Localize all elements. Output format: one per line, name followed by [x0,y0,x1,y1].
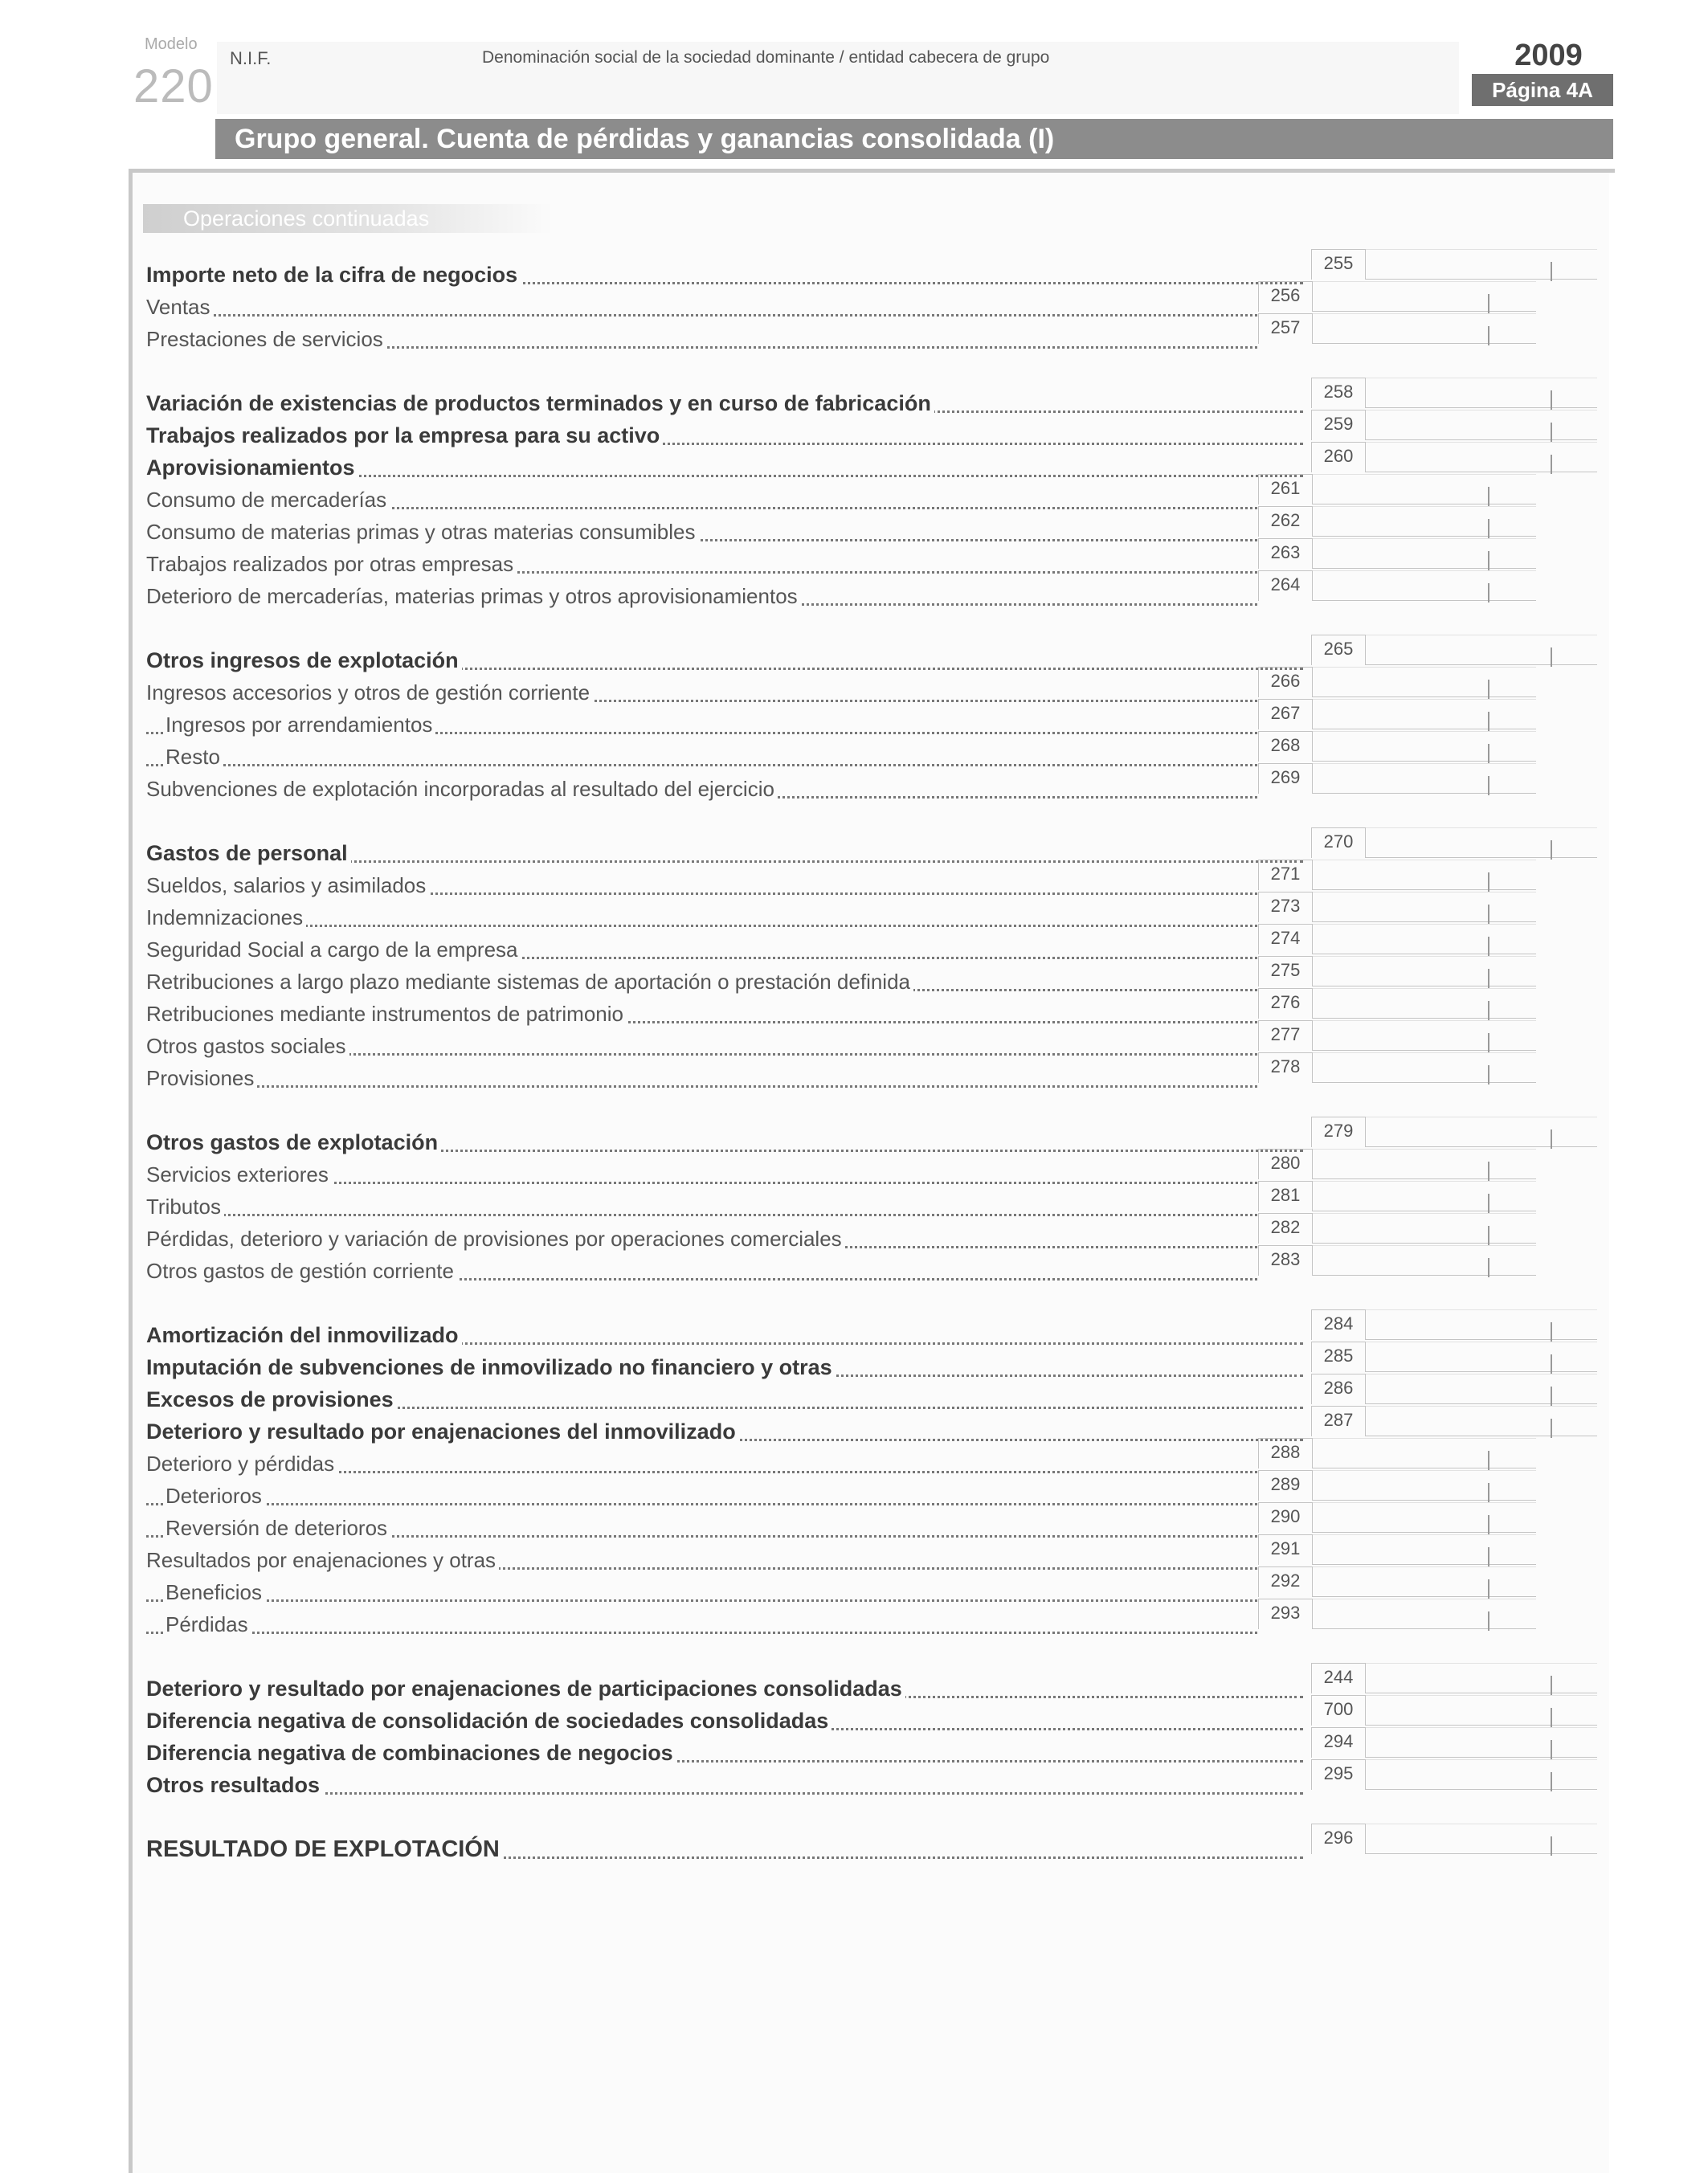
decimal-separator-tick [1488,744,1489,763]
row-label [146,1513,1257,1542]
row-label [146,582,1257,611]
decimal-separator-tick [1488,519,1489,538]
modelo-number: 220 [133,60,214,112]
box-code: 270 [1311,827,1366,858]
amount-field[interactable] [1313,956,1536,986]
leader-dots [146,314,1257,317]
row-label [146,646,1303,675]
row-label [146,678,1257,707]
row-label [146,710,1257,739]
row-label [146,1031,1257,1060]
row-label-text: Otros gastos de gestión corriente [146,1259,457,1283]
amount-field[interactable] [1313,731,1536,762]
box-code: 291 [1258,1534,1313,1565]
amount-field[interactable] [1313,1502,1536,1533]
decimal-separator-tick [1488,937,1489,956]
row-label-text: Reversión de deterioros [165,1516,390,1540]
leader-dots [146,925,1257,927]
amount-field[interactable] [1366,1374,1597,1404]
leader-dots [146,764,1257,766]
box-code: 269 [1258,763,1313,794]
row-label-text: Deterioro y pérdidas [146,1452,337,1476]
amount-field[interactable] [1366,442,1597,472]
box-code: 255 [1311,249,1366,280]
box-code: 295 [1311,1759,1366,1790]
decimal-separator-tick [1551,1676,1552,1695]
amount-field[interactable] [1313,988,1536,1019]
box-code: 289 [1258,1470,1313,1501]
row-label-text: Deterioro de mercaderías, materias primas y otros aprovisionamientos [146,584,801,608]
decimal-separator-tick [1551,455,1552,474]
row-label [146,325,1257,353]
row-label-text: Deterioro y resultado por enajenaciones de participaciones consolidadas [146,1677,905,1701]
box-code: 290 [1258,1502,1313,1533]
amount-field[interactable] [1366,378,1597,408]
box-code: 273 [1258,892,1313,922]
decimal-separator-tick [1551,1708,1552,1727]
decimal-separator-tick [1488,1033,1489,1052]
row-label [146,389,1303,418]
box-code: 266 [1258,667,1313,697]
amount-field[interactable] [1313,892,1536,922]
box-code: 283 [1258,1245,1313,1276]
row-label-text: Servicios exteriores [146,1162,332,1187]
row-label-text: Sueldos, salarios y asimilados [146,873,429,897]
decimal-separator-tick [1488,872,1489,892]
decimal-separator-tick [1551,840,1552,860]
box-code: 287 [1311,1406,1366,1436]
row-label-text: Seguridad Social a cargo de la empresa [146,937,521,962]
amount-field[interactable] [1366,410,1597,440]
decimal-separator-tick [1488,905,1489,924]
row-label-text: RESULTADO DE EXPLOTACIÓN [146,1836,503,1862]
amount-field[interactable] [1313,1181,1536,1211]
row-label [146,260,1303,289]
row-label [146,1449,1257,1478]
box-code: 293 [1258,1599,1313,1629]
row-label-text: Gastos de personal [146,841,351,865]
amount-field[interactable] [1366,635,1597,665]
decimal-separator-tick [1488,294,1489,313]
row-label-text: Imputación de subvenciones de inmovilizado no financiero y otras [146,1355,836,1379]
decimal-separator-tick [1551,423,1552,442]
decimal-separator-tick [1488,1451,1489,1470]
amount-field[interactable] [1313,1245,1536,1276]
row-label [146,1481,1257,1510]
decimal-separator-tick [1488,969,1489,988]
box-code: 244 [1311,1663,1366,1693]
row-label [146,1160,1257,1189]
decimal-separator-tick [1488,487,1489,506]
row-label [146,1738,1303,1767]
row-label [146,517,1257,546]
amount-field[interactable] [1313,1149,1536,1179]
box-code: 296 [1311,1824,1366,1854]
amount-field[interactable] [1366,1309,1597,1340]
amount-field[interactable] [1313,474,1536,504]
row-label [146,1256,1257,1285]
decimal-separator-tick [1488,1065,1489,1084]
box-code: 281 [1258,1181,1313,1211]
amount-field[interactable] [1313,1438,1536,1468]
row-label-text: Retribuciones mediante instrumentos de patrimonio [146,1002,627,1026]
amount-field[interactable] [1313,1470,1536,1501]
row-label [146,549,1257,578]
box-code: 265 [1311,635,1366,665]
row-label [146,742,1257,771]
row-label-text: Variación de existencias de productos terminados y en curso de fabricación [146,391,934,415]
decimal-separator-tick [1551,1740,1552,1759]
row-label [146,1771,1303,1799]
box-code: 257 [1258,313,1313,344]
amount-field[interactable] [1366,1759,1597,1790]
amount-field[interactable] [1313,699,1536,729]
row-label-text: Provisiones [146,1066,257,1090]
leader-dots [146,1214,1257,1216]
row-label-text: Resto [165,745,223,769]
row-label [146,1064,1257,1093]
decimal-separator-tick [1551,262,1552,281]
amount-field[interactable] [1313,860,1536,890]
row-label [146,871,1257,900]
box-code: 275 [1258,956,1313,986]
amount-field[interactable] [1313,1566,1536,1597]
row-label [146,1128,1303,1157]
box-code: 288 [1258,1438,1313,1468]
row-label [146,453,1303,482]
amount-field[interactable] [1313,506,1536,537]
box-code: 263 [1258,538,1313,569]
row-label [146,839,1303,868]
amount-field[interactable] [1313,538,1536,569]
box-code: 259 [1311,410,1366,440]
decimal-separator-tick [1488,551,1489,570]
row-label-text: Prestaciones de servicios [146,327,386,351]
amount-field[interactable] [1313,763,1536,794]
row-label [146,1321,1303,1350]
box-code: 278 [1258,1052,1313,1083]
amount-field[interactable] [1313,1534,1536,1565]
box-code: 264 [1258,570,1313,601]
section-label: Operaciones continuadas [143,204,553,233]
row-label [146,1417,1303,1446]
row-label [146,421,1303,450]
modelo-label: Modelo [145,35,198,53]
row-label-text: Ingresos accesorios y otros de gestión corriente [146,680,593,705]
box-code: 292 [1258,1566,1313,1597]
row-label-text: Trabajos realizados por la empresa para su activo [146,423,663,447]
decimal-separator-tick [1488,326,1489,345]
decimal-separator-tick [1488,1483,1489,1502]
decimal-separator-tick [1488,1001,1489,1020]
row-label-text: Subvenciones de explotación incorporadas al resultado del ejercicio [146,777,778,801]
decimal-separator-tick [1488,1194,1489,1213]
decimal-separator-tick [1488,776,1489,795]
row-label-text: Consumo de mercaderías [146,488,390,512]
denominacion-label: Denominación social de la sociedad dominante / entidad cabecera de grupo [482,48,1050,67]
row-label-text: Beneficios [165,1580,265,1604]
leader-dots [146,1599,1257,1602]
decimal-separator-tick [1551,1387,1552,1406]
amount-field[interactable] [1313,667,1536,697]
decimal-separator-tick [1551,1129,1552,1149]
decimal-separator-tick [1488,583,1489,602]
amount-field[interactable] [1366,1663,1597,1693]
box-code: 284 [1311,1309,1366,1340]
row-label [146,1224,1257,1253]
row-label-text: Importe neto de la cifra de negocios [146,263,521,287]
row-label-text: Tributos [146,1195,224,1219]
row-label-text: Deterioros [165,1484,265,1508]
row-label-text: Diferencia negativa de combinaciones de negocios [146,1741,676,1765]
box-code: 277 [1258,1020,1313,1051]
row-label [146,967,1257,996]
row-label [146,1546,1257,1575]
box-code: 258 [1311,378,1366,408]
amount-field[interactable] [1313,924,1536,954]
box-code: 262 [1258,506,1313,537]
amount-field[interactable] [1366,1695,1597,1726]
amount-field[interactable] [1366,827,1597,858]
row-label [146,1353,1303,1382]
box-code: 282 [1258,1213,1313,1244]
row-label [146,1385,1303,1414]
row-label-text: Otros gastos sociales [146,1034,349,1058]
box-code: 268 [1258,731,1313,762]
decimal-separator-tick [1488,1515,1489,1534]
amount-field[interactable] [1313,281,1536,312]
box-code: 271 [1258,860,1313,890]
row-label [146,1835,1303,1864]
page-label: Página 4A [1472,74,1613,106]
amount-field[interactable] [1366,1342,1597,1372]
row-label [146,1706,1303,1735]
amount-field[interactable] [1313,1213,1536,1244]
amount-field[interactable] [1313,570,1536,601]
amount-field[interactable] [1313,1020,1536,1051]
row-label-text: Diferencia negativa de consolidación de sociedades consolidadas [146,1709,832,1733]
decimal-separator-tick [1488,1162,1489,1181]
decimal-separator-tick [1551,1322,1552,1342]
row-label-text: Ventas [146,295,214,319]
amount-field[interactable] [1313,313,1536,344]
decimal-separator-tick [1551,1354,1552,1374]
decimal-separator-tick [1551,390,1552,410]
amount-field[interactable] [1366,1727,1597,1758]
row-label-text: Indemnizaciones [146,905,306,929]
amount-field[interactable] [1366,1824,1597,1854]
row-label-text: Amortización del inmovilizado [146,1323,462,1347]
box-code: 294 [1311,1727,1366,1758]
row-label [146,292,1257,321]
row-label [146,485,1257,514]
decimal-separator-tick [1551,1772,1552,1791]
box-code: 274 [1258,924,1313,954]
box-code: 267 [1258,699,1313,729]
box-code: 700 [1311,1695,1366,1726]
row-label [146,774,1257,803]
row-label-text: Excesos de provisiones [146,1387,397,1411]
amount-field[interactable] [1313,1052,1536,1083]
row-label-text: Resultados por enajenaciones y otras [146,1548,499,1572]
row-label [146,999,1257,1028]
row-label-text: Otros ingresos de explotación [146,648,462,672]
leader-dots [146,1503,1257,1505]
row-label [146,903,1257,932]
decimal-separator-tick [1488,680,1489,699]
decimal-separator-tick [1488,712,1489,731]
decimal-separator-tick [1551,647,1552,667]
box-code: 285 [1311,1342,1366,1372]
decimal-separator-tick [1488,1611,1489,1631]
row-label-text: Aprovisionamientos [146,455,358,480]
amount-field[interactable] [1366,249,1597,280]
row-label [146,1674,1303,1703]
nif-label: N.I.F. [230,48,272,68]
page-title: Grupo general. Cuenta de pérdidas y ganancias consolidada (I) [215,119,1613,159]
decimal-separator-tick [1488,1226,1489,1245]
amount-field[interactable] [1366,1117,1597,1147]
leader-dots [146,1085,1257,1088]
row-label [146,1610,1257,1639]
row-label-text: Retribuciones a largo plazo mediante sistemas de aportación o prestación definida [146,970,913,994]
box-code: 280 [1258,1149,1313,1179]
decimal-separator-tick [1551,1419,1552,1438]
row-label [146,1578,1257,1607]
amount-field[interactable] [1366,1406,1597,1436]
row-label-text: Otros resultados [146,1773,323,1797]
box-code: 279 [1311,1117,1366,1147]
row-label [146,1192,1257,1221]
row-label-text: Pérdidas [165,1612,251,1636]
row-label-text: Consumo de materias primas y otras materias consumibles [146,520,698,544]
box-code: 256 [1258,281,1313,312]
row-label-text: Trabajos realizados por otras empresas [146,552,517,576]
row-label-text: Otros gastos de explotación [146,1130,441,1154]
row-label-text: Pérdidas, deterioro y variación de provisiones por operaciones comerciales [146,1227,845,1251]
leader-dots [146,1632,1257,1634]
amount-field[interactable] [1313,1599,1536,1629]
box-code: 261 [1258,474,1313,504]
box-code: 276 [1258,988,1313,1019]
decimal-separator-tick [1488,1547,1489,1566]
box-code: 286 [1311,1374,1366,1404]
year-label: 2009 [1514,39,1583,72]
box-code: 260 [1311,442,1366,472]
decimal-separator-tick [1551,1836,1552,1856]
decimal-separator-tick [1488,1579,1489,1599]
row-label [146,935,1257,964]
row-label-text: Deterioro y resultado por enajenaciones del inmovilizado [146,1419,739,1444]
row-label-text: Ingresos por arrendamientos [165,713,435,737]
decimal-separator-tick [1488,1258,1489,1277]
